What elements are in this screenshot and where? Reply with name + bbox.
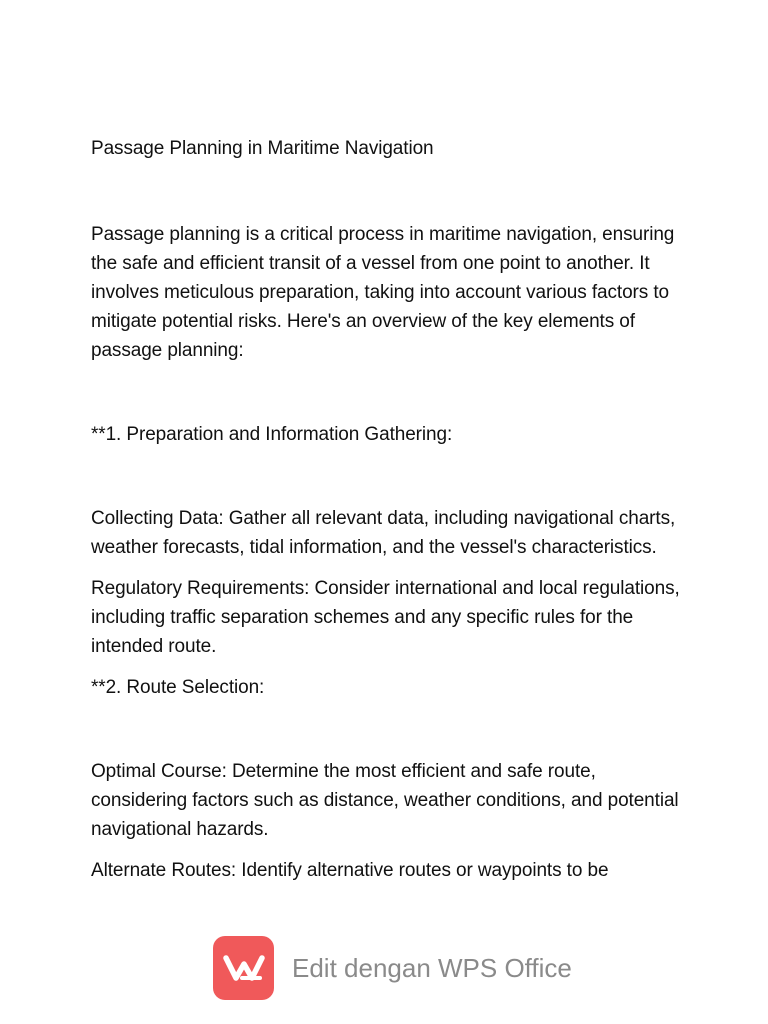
- section-heading-1: **1. Preparation and Information Gathering:: [91, 424, 453, 445]
- section2-item-optimal-course: Optimal Course: Determine the most efficient and safe route, considering factors such as distance, weather conditions, and potential navigational hazards.: [91, 761, 679, 840]
- section1-item-regulatory: Regulatory Requirements: Consider international and local regulations, including traffic separation schemes and any specific rules for the intended route.: [91, 578, 680, 657]
- document-title: Passage Planning in Maritime Navigation: [91, 138, 434, 159]
- wps-office-logo-icon: [213, 936, 274, 1000]
- section-heading-2: **2. Route Selection:: [91, 677, 265, 698]
- intro-paragraph: Passage planning is a critical process in maritime navigation, ensuring the safe and efficient transit of a vessel from one point to another. It involves meticulous preparation, taking into account various factors to mitigate potential risks. Here's an overview of the key elements of passage planning:: [91, 224, 675, 361]
- edit-with-wps-label: Edit dengan WPS Office: [292, 952, 572, 983]
- wps-edit-banner[interactable]: [213, 936, 572, 1000]
- section1-item-collecting-data: Collecting Data: Gather all relevant data, including navigational charts, weather forecasts, tidal information, and the vessel's characteristics.: [91, 508, 676, 558]
- document-body: [91, 134, 691, 897]
- section2-item-alternate-routes: Alternate Routes: Identify alternative routes or waypoints to be: [91, 860, 609, 881]
